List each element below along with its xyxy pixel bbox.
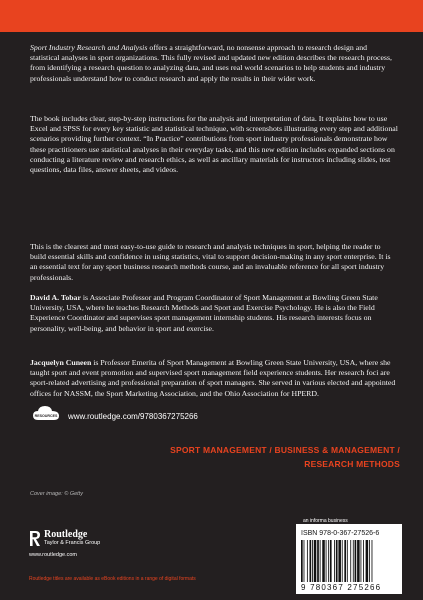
isbn-text: ISBN 978-0-367-27526-6: [301, 530, 380, 537]
resources-label: RESOURCES: [34, 414, 58, 418]
cover-image-credit: Cover image: © Getty: [30, 491, 83, 497]
informa-business-label: an informa business: [303, 518, 348, 524]
publisher-url[interactable]: www.routledge.com: [29, 552, 77, 558]
barcode-bar: [336, 540, 338, 582]
ebook-note: Routledge titles are available as eBook editions in a range of digital formats: [29, 576, 196, 582]
barcode-bar: [320, 540, 321, 582]
barcode-bar: [350, 540, 351, 582]
publisher-name: Routledge: [44, 529, 88, 540]
barcode-bar: [361, 540, 362, 582]
barcode-bar: [326, 540, 327, 582]
subject-line: RESEARCH METHODS: [304, 459, 400, 469]
subject-categories: [110, 443, 400, 471]
barcode-bar: [312, 540, 313, 582]
barcode-bar: [307, 540, 308, 582]
barcode-bar: [342, 540, 343, 582]
barcode-bar: [363, 540, 364, 582]
resources-cloud-icon: [32, 404, 60, 426]
description-paragraph-2: [30, 114, 398, 175]
barcode-bar: [355, 540, 357, 582]
barcode-bar: [310, 540, 312, 582]
barcode-bar: [357, 540, 360, 582]
barcode-bar: [344, 540, 346, 582]
description-paragraph-1: [30, 43, 398, 84]
author-name: Jacquelyn Cuneen: [30, 358, 92, 367]
description-paragraph-3: [30, 242, 398, 283]
barcode-bar: [353, 540, 354, 582]
paragraph-text: The book includes clear, step-by-step instructions for the analysis and interpretation of data. It explains how to use Excel and SPSS for every key statistic and statistical technique, with screenshots illustrating every step and additional scenarios providing further context. “In Practice” contributions from sport industry professionals demonstrate how these practitioners use statistical analyses in their everyday tasks, and this new edition includes expanded sections on conducting a literature review and research ethics, as well as ancillary materials for instructors including slides, test questions, data files, answer sheets, and videos.: [30, 114, 398, 175]
routledge-logo: [29, 530, 100, 548]
publisher-group: Taylor & Francis Group: [44, 540, 101, 546]
author-bio-2: [30, 358, 398, 399]
barcode-bar: [317, 540, 319, 582]
author-bio-1: [30, 293, 398, 334]
barcode-number: 9 780367 275266: [301, 583, 382, 592]
barcode-bar: [314, 540, 317, 582]
barcode-bar: [304, 540, 305, 582]
author-bio-text: is Professor Emerita of Sport Management at Bowling Green State University, USA, where she taught sport and event promotion and supervised sport management field experience students. Her research foci are sport-related advertising and professional preparation of sport managers. She served in various elected and appointed offices for NASSM, the Sport Marketing Association, and the Ohio Association for HPERD.: [30, 358, 396, 398]
paragraph-text: This is the clearest and most easy-to-use guide to research and analysis techniques in sport, helping the reader to build essential skills and confidence in using statistics, vital to support decision-making in any sport enterprise. It is an essential text for any sport business research methods course, and an invaluable reference for all sport industry professionals.: [30, 242, 391, 282]
barcode-bar: [369, 540, 370, 582]
isbn-barcode: [301, 540, 397, 582]
barcode-bar: [330, 540, 332, 582]
barcode-bar: [301, 540, 303, 582]
barcode-bar: [338, 540, 341, 582]
routledge-r-icon: [29, 530, 41, 547]
author-name: David A. Tobar: [30, 293, 81, 302]
book-title-italic: Sport Industry Research and Analysis: [30, 43, 148, 52]
subject-line: SPORT MANAGEMENT / BUSINESS & MANAGEMENT /: [170, 445, 400, 455]
author-bio-text: is Associate Professor and Program Coordinator of Sport Management at Bowling Green State University, USA, where he teaches Research Methods and Sport and Exercise Psychology. He is also the Field Experience Coordinator and supervises sport management internship students. His research interests focus on personality, well-being, and behavior in sport and exercise.: [30, 293, 378, 333]
barcode-bar: [372, 540, 373, 582]
barcode-bar: [322, 540, 325, 582]
barcode-bar: [366, 540, 369, 582]
paragraph-text: offers a straightforward, no nonsense approach to research design and statistical analyses in sport organizations. This fully revised and updated new edition describes the research process, from identifying a research question to analyzing data, and uses real world scenarios to help students and industry professionals understand how to conduct research and apply the results in their wider work.: [30, 43, 392, 83]
barcode-bar: [347, 540, 348, 582]
barcode-bar: [334, 540, 335, 582]
routledge-book-url[interactable]: www.routledge.com/9780367275266: [68, 412, 198, 421]
barcode-bar: [328, 540, 329, 582]
orange-header-bar: [0, 0, 423, 32]
